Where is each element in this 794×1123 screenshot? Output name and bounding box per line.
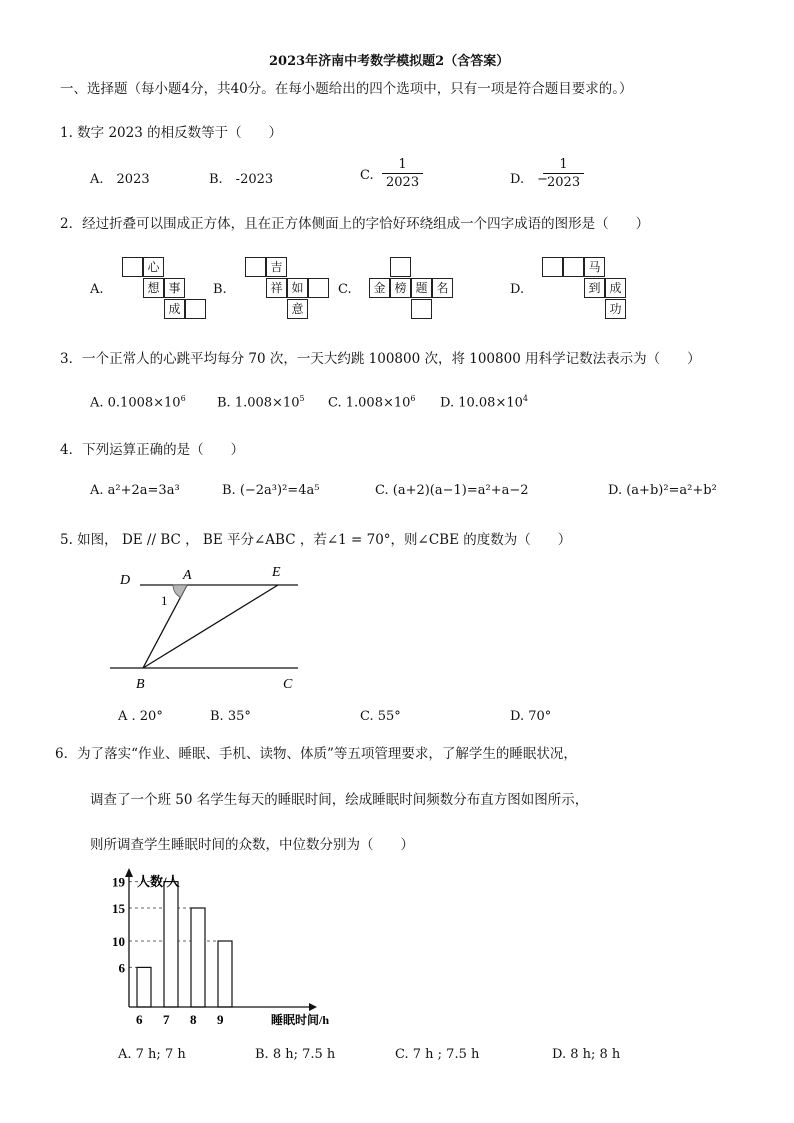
y-axis-label: 人数/人 xyxy=(137,874,180,889)
q1-option-d-label: D. − xyxy=(510,172,548,187)
net-c-cell-4: 名 xyxy=(432,278,453,298)
net-d-cell-4: 功 xyxy=(605,299,626,319)
q3-b-base: B. 1.008×10 xyxy=(217,395,300,411)
label-e: E xyxy=(272,565,281,580)
q6-option-c: C. 7 h ; 7.5 h xyxy=(395,1047,480,1062)
q6-histogram xyxy=(95,862,335,1032)
y-tick-label-15: 15 xyxy=(112,901,125,916)
angle-1-arc xyxy=(173,585,187,597)
histogram-bar-7 xyxy=(164,882,178,1007)
q6-stem-line1: 6．为了落实“作业、睡眠、手机、读物、体质”等五项管理要求，了解学生的睡眠状况， xyxy=(55,746,577,762)
q3-c-base: C. 1.008×10 xyxy=(328,395,411,411)
net-a-cell-3: 事 xyxy=(164,278,185,298)
label-d: D xyxy=(120,573,131,588)
q4-option-c: C. (a+2)(a−1)=a²+a−2 xyxy=(375,483,529,498)
y-tick-label-6: 6 xyxy=(118,960,125,976)
q3-a-exponent: 6 xyxy=(180,394,186,403)
q6-option-b: B. 8 h; 7.5 h xyxy=(255,1047,336,1062)
label-angle-1: 1 xyxy=(161,593,168,608)
q1-option-b: B. -2023 xyxy=(209,172,274,187)
q5-stem: 5. 如图， DE // BC ， BE 平分∠ABC ，若∠1 = 70°，则∠CBE 的度数为（ ） xyxy=(60,532,572,548)
q2-option-c-label: C. xyxy=(338,282,352,297)
histogram-bar-6 xyxy=(137,967,151,1007)
label-c: C xyxy=(283,677,293,692)
net-a-cell-4: 成 xyxy=(164,299,185,319)
q1-d-denominator: 2023 xyxy=(547,175,581,190)
q5-option-d: D. 70° xyxy=(510,709,552,724)
page-title: 2023年济南中考数学模拟题2（含答案） xyxy=(269,54,510,69)
q1-stem: 1. 数字 2023 的相反数等于（ ） xyxy=(60,125,283,141)
net-b-cell-3: 如 xyxy=(287,278,308,298)
q2-stem: 2．经过折叠可以围成正方体，且在正方体侧面上的字恰好环绕组成一个四字成语的图形是（ ） xyxy=(60,216,650,232)
net-b-cell-4: 意 xyxy=(287,299,308,319)
q6-stem-line2: 调查了一个班 50 名学生每天的睡眠时间，绘成睡眠时间频数分布直方图如图所示， xyxy=(90,792,589,808)
q1-option-a: A. 2023 xyxy=(90,172,150,187)
net-a-cell-1: 心 xyxy=(143,257,164,277)
q3-option-c xyxy=(328,394,416,410)
q2-option-d-label: D. xyxy=(510,282,525,297)
q4-option-a: A. a²+2a=3a³ xyxy=(90,483,180,498)
x-tick-label-9: 9 xyxy=(217,1012,224,1027)
label-a: A xyxy=(183,568,192,583)
q1-option-d-fraction xyxy=(543,157,584,190)
net-c-cell-3: 题 xyxy=(411,278,432,298)
q6-option-d: D. 8 h; 8 h xyxy=(552,1047,621,1062)
q6-option-a: A. 7 h; 7 h xyxy=(118,1047,186,1062)
x-tick-label-6: 6 xyxy=(136,1012,143,1027)
q3-b-exponent: 5 xyxy=(299,394,305,403)
label-b: B xyxy=(136,677,145,692)
q2-option-a-label: A. xyxy=(90,282,104,297)
q2-option-b-label: B. xyxy=(213,282,227,297)
q1-c-denominator: 2023 xyxy=(386,175,420,190)
q1-option-c-fraction xyxy=(382,157,423,190)
net-b-cell-2: 祥 xyxy=(266,278,287,298)
q1-d-numerator: 1 xyxy=(559,157,568,172)
q3-c-exponent: 6 xyxy=(410,394,416,403)
x-tick-label-7: 7 xyxy=(163,1012,170,1027)
net-b-cell-1: 吉 xyxy=(266,257,287,277)
net-d-cell-3: 成 xyxy=(605,278,626,298)
net-d-cell-2: 到 xyxy=(584,278,605,298)
section-heading: 一、选择题（每小题4分，共40分。在每小题给出的四个选项中，只有一项是符合题目要求的。） xyxy=(60,81,633,97)
net-d-cell-1: 马 xyxy=(584,257,605,277)
q6-stem-line3: 则所调查学生睡眠时间的众数，中位数分别为（ ） xyxy=(90,837,414,853)
q1-option-c-label: C. xyxy=(360,168,374,183)
histogram-bar-8 xyxy=(191,908,205,1007)
q4-option-b: B. (−2a³)²=4a⁵ xyxy=(222,483,320,498)
q3-d-exponent: 4 xyxy=(522,394,528,403)
x-axis-arrow xyxy=(309,1003,317,1011)
q3-option-b xyxy=(217,394,305,410)
x-axis-label: 睡眠时间/h xyxy=(271,1013,330,1027)
q3-a-base: A. 0.1008×10 xyxy=(90,395,181,411)
q3-d-base: D. 10.08×10 xyxy=(440,395,523,411)
x-tick-label-8: 8 xyxy=(190,1012,197,1027)
net-c-cell-2: 榜 xyxy=(390,278,411,298)
q5-geometry-figure xyxy=(100,558,310,693)
net-c-cell-1: 金 xyxy=(369,278,390,298)
q3-stem: 3．一个正常人的心跳平均每分 70 次，一天大约跳 100800 次，将 100800 用科学记数法表示为（ ） xyxy=(60,351,701,367)
q5-option-c: C. 55° xyxy=(360,709,401,724)
q5-option-a: A . 20° xyxy=(118,709,163,724)
q5-option-b: B. 35° xyxy=(210,709,251,724)
y-axis-arrow xyxy=(125,868,133,877)
q3-option-d xyxy=(440,394,528,410)
net-a-cell-2: 想 xyxy=(143,278,164,298)
y-tick-label-10: 10 xyxy=(112,934,125,949)
histogram-bar-9 xyxy=(218,941,232,1007)
q1-c-numerator: 1 xyxy=(398,157,407,172)
q3-option-a xyxy=(90,394,186,410)
q4-option-d: D. (a+b)²=a²+b² xyxy=(608,483,717,498)
q4-stem: 4．下列运算正确的是（ ） xyxy=(60,442,245,458)
y-tick-label-19: 19 xyxy=(112,874,125,890)
